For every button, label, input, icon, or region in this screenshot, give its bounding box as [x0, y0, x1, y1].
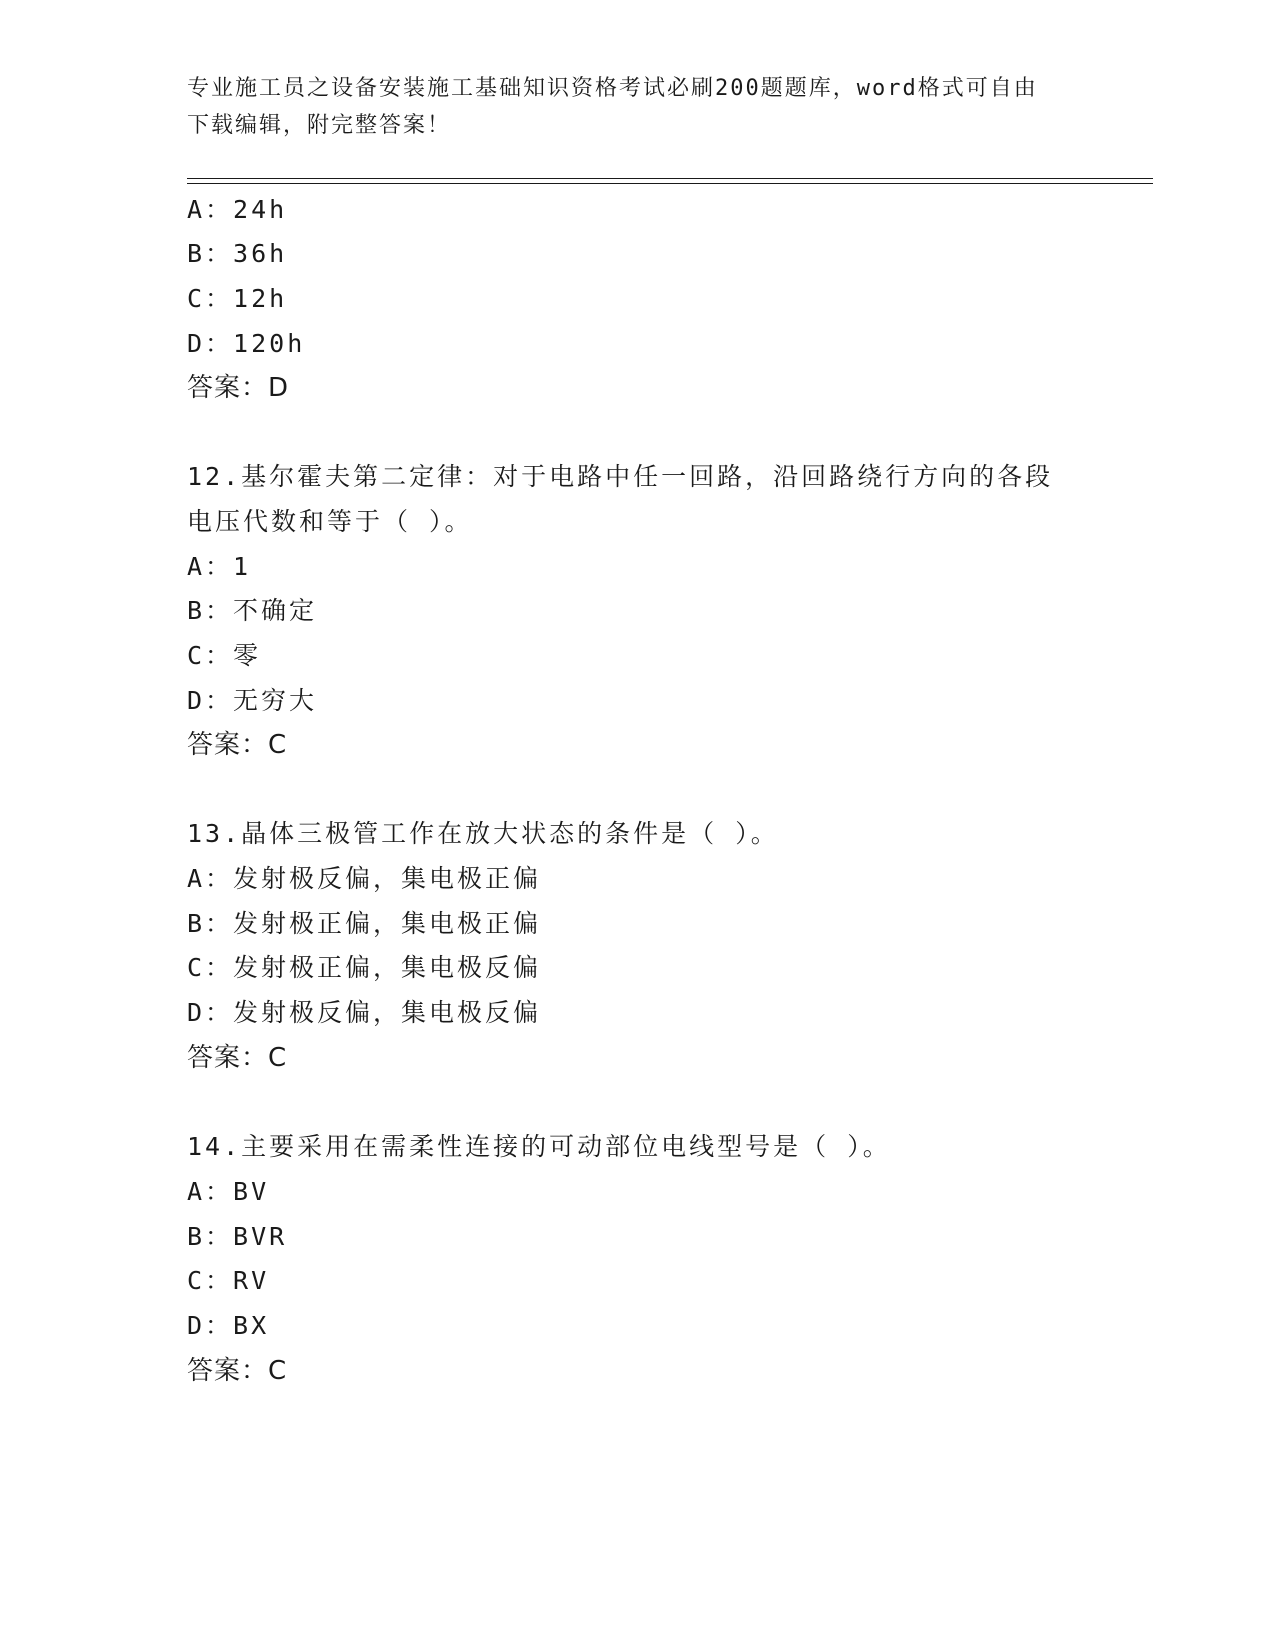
q14-stem-line-1: 14.主要采用在需柔性连接的可动部位电线型号是（ ）。	[187, 1132, 891, 1161]
q14-option-a: A：BV	[187, 1177, 270, 1206]
q11-answer: 答案：D	[187, 373, 290, 403]
header-line-1: 专业施工员之设备安装施工基础知识资格考试必刷200题题库，word格式可自由	[187, 76, 1038, 101]
q11-option-b: B：36h	[187, 239, 288, 268]
header-divider-top	[187, 178, 1153, 179]
q11-option-a: A：24h	[187, 195, 288, 224]
q12-option-d: D：无穷大	[187, 686, 318, 715]
q14-option-b: B：BVR	[187, 1222, 288, 1251]
header-line-2: 下载编辑，附完整答案！	[187, 113, 452, 138]
q13-option-b: B：发射极正偏，集电极正偏	[187, 909, 542, 938]
q12-option-c: C：零	[187, 641, 262, 670]
q12-stem-line-1: 12.基尔霍夫第二定律：对于电路中任一回路，沿回路绕行方向的各段	[187, 462, 1054, 491]
q13-option-a: A：发射极反偏，集电极正偏	[187, 864, 542, 893]
document-header	[187, 70, 1067, 144]
header-divider-bottom	[187, 183, 1153, 184]
q12-option-a: A：1	[187, 552, 252, 581]
q13-option-d: D：发射极反偏，集电极反偏	[187, 998, 542, 1027]
q12-stem-line-2: 电压代数和等于（ ）。	[187, 507, 473, 536]
q13-option-c: C：发射极正偏，集电极反偏	[187, 953, 542, 982]
q11-option-d: D：120h	[187, 329, 306, 358]
q12-answer: 答案：C	[187, 730, 288, 760]
q14-answer: 答案：C	[187, 1356, 288, 1386]
q14-option-d: D：BX	[187, 1311, 270, 1340]
q12-option-b: B：不确定	[187, 596, 318, 625]
q13-stem-line-1: 13.晶体三极管工作在放大状态的条件是（ ）。	[187, 819, 779, 848]
q11-option-c: C：12h	[187, 284, 288, 313]
q14-option-c: C：RV	[187, 1266, 270, 1295]
q13-answer: 答案：C	[187, 1043, 288, 1073]
